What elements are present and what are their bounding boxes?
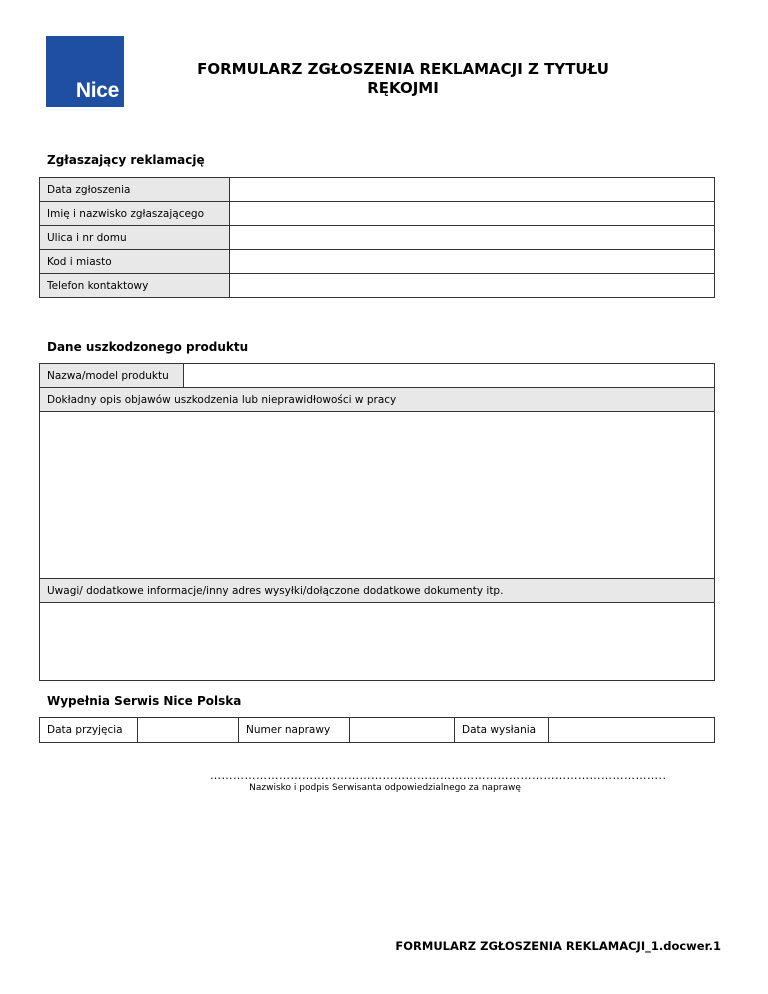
date-field[interactable] (230, 178, 715, 202)
table-row (40, 388, 715, 412)
table-row (40, 274, 715, 298)
table-row (40, 178, 715, 202)
table-row (40, 364, 715, 388)
repair-number-field[interactable] (350, 718, 455, 743)
form-title-line-2: RĘKOJMI (367, 79, 439, 97)
name-label: Imię i nazwisko zgłaszającego (40, 202, 230, 226)
complainant-heading: Zgłaszający reklamację (47, 153, 205, 167)
table-row (40, 412, 715, 579)
table-row (40, 718, 715, 743)
signature-caption: Nazwisko i podpis Serwisanta odpowiedzialnego za naprawę (249, 783, 521, 793)
document-footer: FORMULARZ ZGŁOSZENIA REKLAMACJI_1.docwer.1 (395, 939, 721, 953)
notes-label: Uwagi/ dodatkowe informacje/inny adres wysyłki/dołączone dodatkowe dokumenty itp. (40, 579, 715, 603)
city-field[interactable] (230, 250, 715, 274)
description-field[interactable] (40, 412, 715, 579)
product-heading: Dane uszkodzonego produktu (47, 340, 249, 354)
received-date-field[interactable] (138, 718, 239, 743)
street-field[interactable] (230, 226, 715, 250)
name-field[interactable] (230, 202, 715, 226)
street-label: Ulica i nr domu (40, 226, 230, 250)
product-table (39, 363, 715, 681)
city-label: Kod i miasto (40, 250, 230, 274)
sent-date-field[interactable] (549, 718, 715, 743)
logo-text: Nice (75, 79, 119, 102)
form-title (140, 60, 666, 98)
table-row (40, 603, 715, 681)
model-label: Nazwa/model produktu (40, 364, 184, 388)
table-row (40, 226, 715, 250)
form-title-line-1: FORMULARZ ZGŁOSZENIA REKLAMACJI Z TYTUŁU (197, 60, 609, 78)
notes-field[interactable] (40, 603, 715, 681)
phone-label: Telefon kontaktowy (40, 274, 230, 298)
nice-logo (46, 36, 124, 107)
phone-field[interactable] (230, 274, 715, 298)
received-date-label: Data przyjęcia (40, 718, 138, 743)
sent-date-label: Data wysłania (455, 718, 549, 743)
model-field[interactable] (184, 364, 715, 388)
date-label: Data zgłoszenia (40, 178, 230, 202)
description-label: Dokładny opis objawów uszkodzenia lub nieprawidłowości w pracy (40, 388, 715, 412)
repair-number-label: Numer naprawy (239, 718, 350, 743)
table-row (40, 202, 715, 226)
service-table (39, 717, 715, 743)
signature-line[interactable]: ……………………………………………………………………………………………………….. (210, 769, 667, 782)
service-heading: Wypełnia Serwis Nice Polska (47, 694, 242, 708)
table-row (40, 250, 715, 274)
complainant-table (39, 177, 715, 298)
table-row (40, 579, 715, 603)
